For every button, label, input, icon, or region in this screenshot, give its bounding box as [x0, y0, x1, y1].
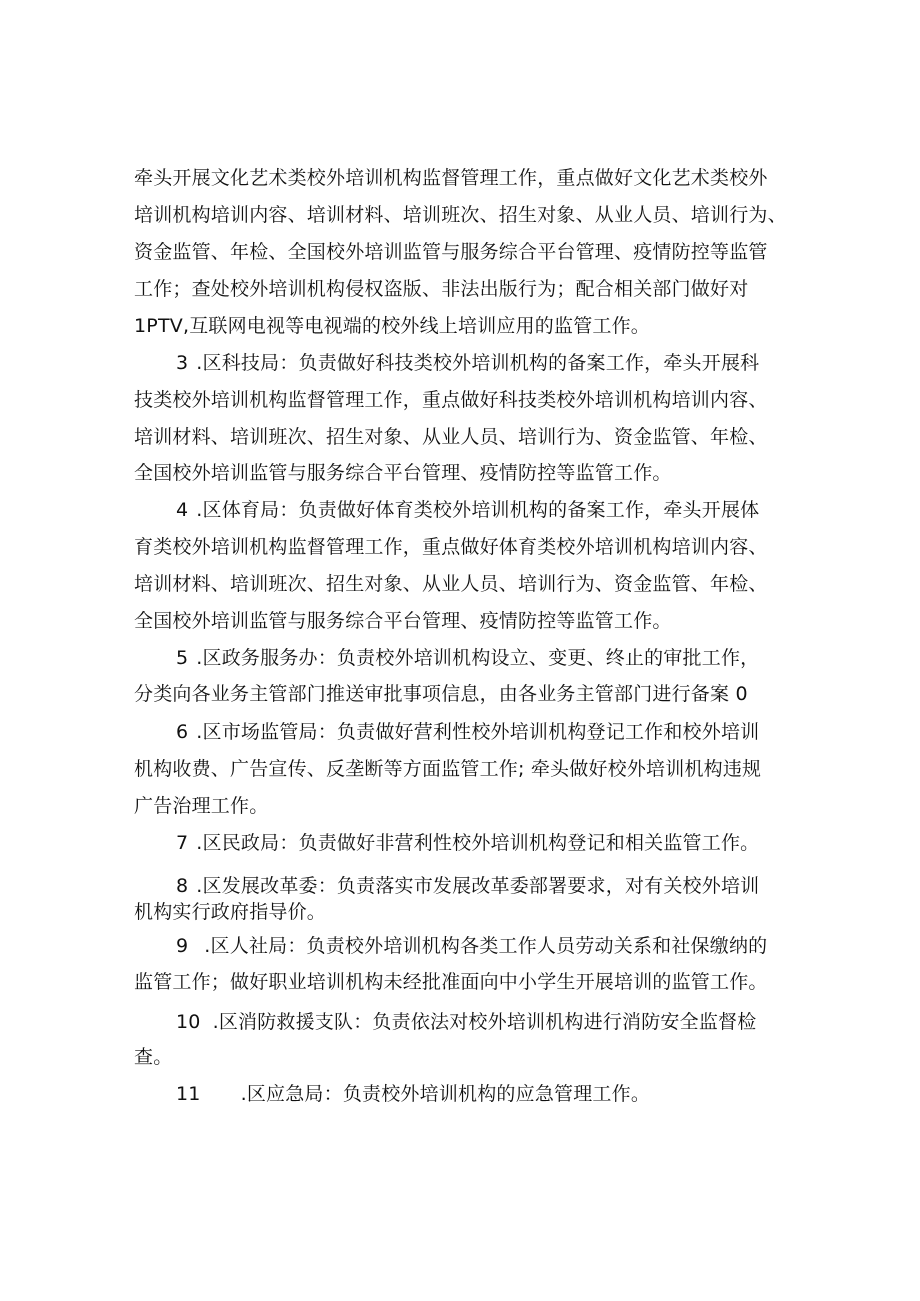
- item-number: 10: [176, 1011, 201, 1033]
- item-text: .区政务服务办：负责校外培训机构设立、变更、终止的审批工作，: [196, 647, 760, 669]
- item-3-first-line: [176, 351, 759, 375]
- item-number: 4: [176, 499, 189, 521]
- item-number: 9: [176, 935, 189, 957]
- item-7-first-line: [176, 831, 759, 855]
- item-3-line: 全国校外培训监管与服务综合平台管理、疫情防控等监管工作。: [134, 462, 672, 484]
- item-9-line: 监管工作；做好职业培训机构未经批准面向中小学生开展培训的监管工作。: [134, 971, 768, 993]
- item-text: .区民政局：负责做好非营利性校外培训机构登记和相关监管工作。: [196, 832, 760, 854]
- item-5-line: 分类向各业务主管部门推送审批事项信息，由各业务主管部门进行备案 0: [134, 683, 748, 705]
- item-9-first-line: [176, 934, 767, 958]
- item-number: 8: [176, 875, 189, 897]
- item-10-first-line: [176, 1010, 756, 1034]
- item-number: 3: [176, 352, 189, 374]
- item-8-line: 机构实行政府指导价。: [134, 901, 327, 923]
- item-text: .区人社局：负责校外培训机构各类工作人员劳动关系和社保缴纳的: [204, 935, 768, 957]
- item-6-first-line: [176, 720, 759, 744]
- item-4-line: 培训材料、培训班次、招生对象、从业人员、培训行为、资金监管、年检、: [134, 573, 768, 595]
- item-3-line: 培训材料、培训班次、招生对象、从业人员、培训行为、资金监管、年检、: [134, 426, 768, 448]
- intro-line: 工作；查处校外培训机构侵权盗版、非法出版行为；配合相关部门做好对: [134, 278, 749, 300]
- item-number: 6: [176, 721, 189, 743]
- item-number: 5: [176, 647, 189, 669]
- item-11-first-line: [176, 1082, 650, 1106]
- item-6-line: 广告治理工作。: [134, 795, 269, 817]
- item-number: 7: [176, 832, 189, 854]
- item-text: .区应急局：负责校外培训机构的应急管理工作。: [240, 1083, 651, 1105]
- item-4-first-line: [176, 498, 759, 522]
- item-4-line: 全国校外培训监管与服务综合平台管理、疫情防控等监管工作。: [134, 610, 672, 632]
- item-text: .区市场监管局：负责做好营利性校外培训机构登记工作和校外培训: [196, 721, 760, 743]
- item-6-line: 机构收费、广告宣传、反垄断等方面监管工作; 牵头做好校外培训机构违规: [134, 758, 762, 780]
- item-8-first-line: [176, 874, 759, 898]
- item-number: 11: [176, 1083, 201, 1105]
- item-text: .区发展改革委：负责落实市发展改革委部署要求，对有关校外培训: [196, 875, 760, 897]
- intro-line: 培训机构培训内容、培训材料、培训班次、招生对象、从业人员、培训行为、: [134, 204, 787, 226]
- item-text: .区体育局：负责做好体育类校外培训机构的备案工作，牵头开展体: [196, 499, 760, 521]
- item-text: .区消防救援支队：负责依法对校外培训机构进行消防安全监督检: [212, 1011, 757, 1033]
- intro-line: 1PTV,互联网电视等电视端的校外线上培训应用的监管工作。: [134, 315, 650, 337]
- intro-line: 资金监管、年检、全国校外培训监管与服务综合平台管理、疫情防控等监管: [134, 241, 768, 263]
- item-text: .区科技局：负责做好科技类校外培训机构的备案工作，牵头开展科: [196, 352, 760, 374]
- intro-line: 牵头开展文化艺术类校外培训机构监督管理工作，重点做好文化艺术类校外: [134, 167, 768, 189]
- item-3-line: 技类校外培训机构监督管理工作，重点做好科技类校外培训机构培训内容、: [134, 389, 768, 411]
- item-5-first-line: [176, 646, 759, 670]
- item-4-line: 育类校外培训机构监督管理工作，重点做好体育类校外培训机构培训内容、: [134, 536, 768, 558]
- item-10-line: 查。: [134, 1046, 173, 1068]
